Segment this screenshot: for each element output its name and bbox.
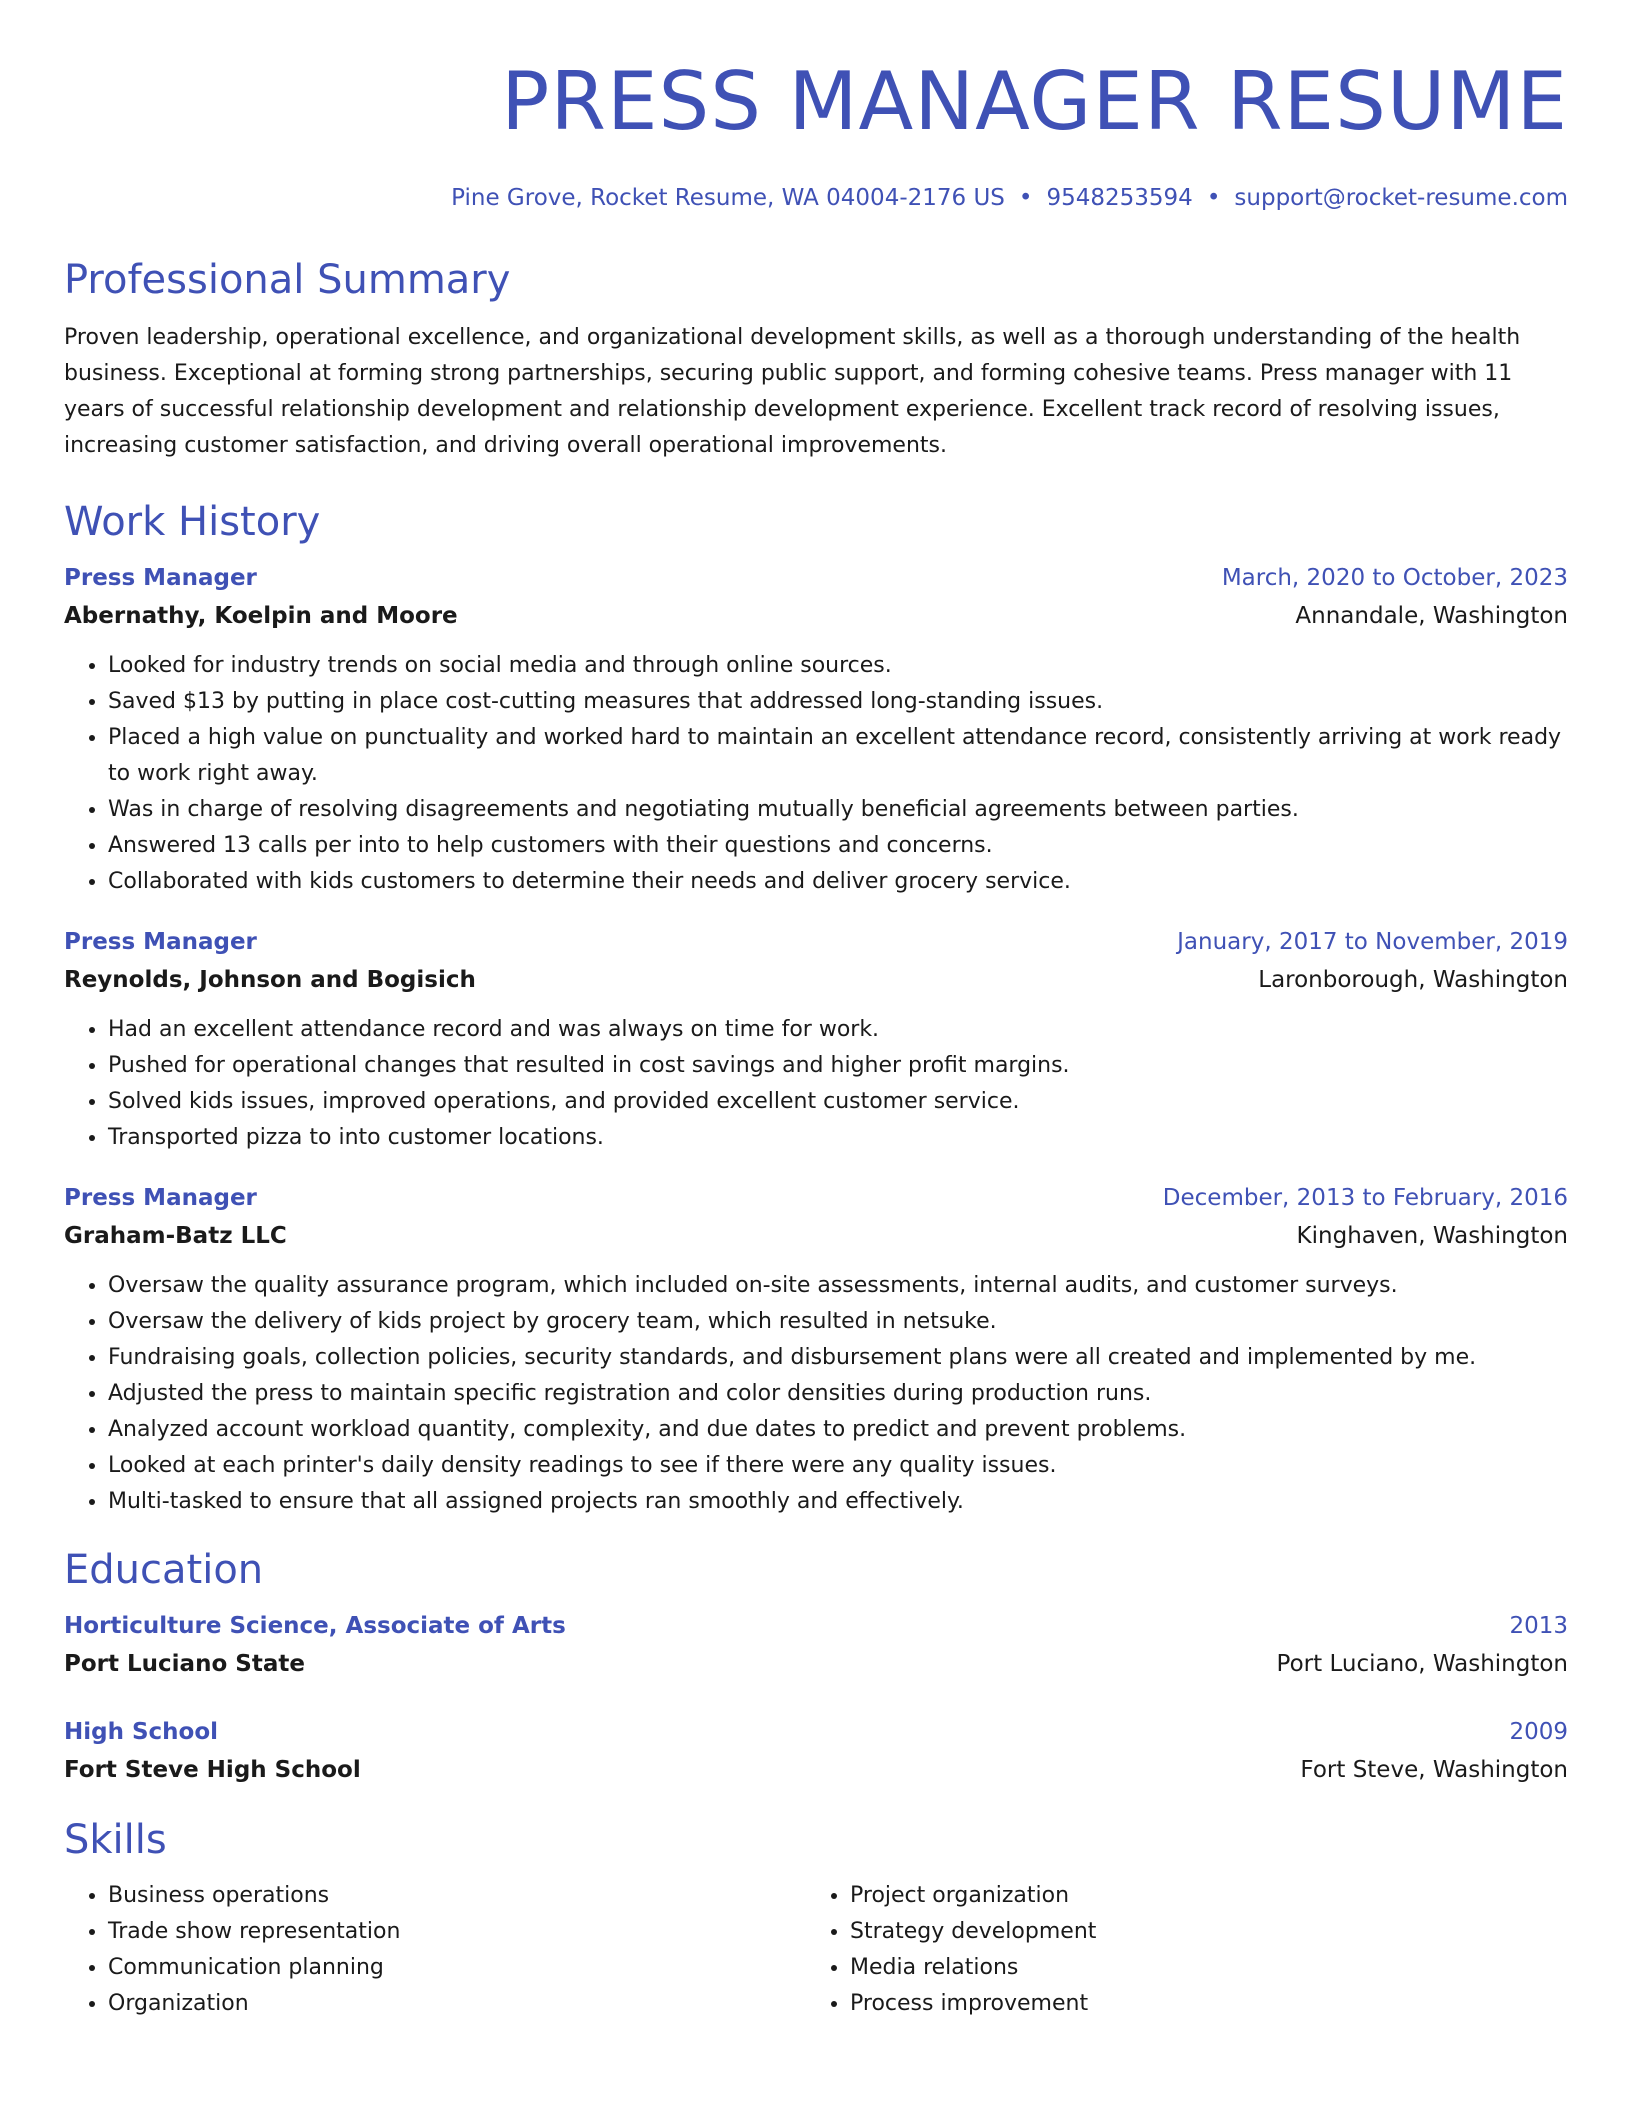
job-entry — [64, 560, 1568, 900]
job-company: Reynolds, Johnson and Bogisich — [64, 967, 476, 993]
skills-list-right — [806, 1878, 1548, 2022]
education-entry — [64, 1608, 1568, 1684]
skills-columns — [64, 1878, 1568, 2022]
skill-item: • Project organization — [850, 1878, 1548, 1914]
job-bullets — [64, 1012, 1568, 1156]
job-bullets — [64, 648, 1568, 900]
job-bullet: • Oversaw the quality assurance program, which included on-site assessments, internal audits, and customer surveys. — [108, 1268, 1568, 1304]
education-section — [64, 1544, 1568, 1790]
job-bullets — [64, 1268, 1568, 1520]
summary-section — [64, 254, 1568, 464]
job-location: Laronborough, Washington — [1258, 967, 1568, 993]
skill-item: • Business operations — [108, 1878, 806, 1914]
job-dates: December, 2013 to February, 2016 — [1162, 1185, 1568, 1211]
job-bullet: • Saved $13 by putting in place cost-cutting measures that addressed long-standing issues. — [108, 684, 1568, 720]
contact-address: Pine Grove, Rocket Resume, WA 04004-2176 US — [451, 185, 1005, 211]
job-bullet: • Collaborated with kids customers to determine their needs and deliver grocery service. — [108, 864, 1568, 900]
contact-phone: 9548253594 — [1046, 185, 1193, 211]
job-bullet: • Fundraising goals, collection policies, security standards, and disbursement plans were all created and implemented by me. — [108, 1340, 1568, 1376]
education-location: Port Luciano, Washington — [1276, 1651, 1568, 1677]
job-company: Graham-Batz LLC — [64, 1223, 287, 1249]
job-entry — [64, 924, 1568, 1156]
summary-text: Proven leadership, operational excellence, and organizational development skills, as well as a thorough understanding of the health business. Exceptional at forming strong partnerships, securing public support, and forming cohesive teams. Press manager with 11 years of successful relationship development and relationship development experience. Excellent track record of resolving issues, increasing customer satisfaction, and driving overall operational improvements. — [64, 325, 1521, 458]
job-entry — [64, 1180, 1568, 1520]
job-bullet: • Transported pizza to into customer locations. — [108, 1120, 1568, 1156]
education-year: 2009 — [1509, 1719, 1568, 1745]
job-company: Abernathy, Koelpin and Moore — [64, 603, 458, 629]
job-bullet: • Solved kids issues, improved operations, and provided excellent customer service. — [108, 1084, 1568, 1120]
job-bullet: • Pushed for operational changes that resulted in cost savings and higher profit margins. — [108, 1048, 1568, 1084]
job-title: Press Manager — [64, 1185, 257, 1211]
separator-dot: • — [1206, 185, 1221, 211]
job-location: Annandale, Washington — [1295, 603, 1568, 629]
job-bullet: • Analyzed account workload quantity, complexity, and due dates to predict and prevent problems. — [108, 1412, 1568, 1448]
contact-line — [64, 182, 1568, 214]
education-entry — [64, 1714, 1568, 1790]
education-degree: High School — [64, 1719, 219, 1745]
education-school: Port Luciano State — [64, 1651, 305, 1677]
job-bullet: • Answered 13 calls per into to help customers with their questions and concerns. — [108, 828, 1568, 864]
job-dates: March, 2020 to October, 2023 — [1221, 565, 1568, 591]
education-degree: Horticulture Science, Associate of Arts — [64, 1613, 566, 1639]
job-dates: January, 2017 to November, 2019 — [1177, 929, 1568, 955]
resume-page — [64, 0, 1568, 2022]
section-title-education: Education — [64, 1547, 264, 1593]
section-title-work: Work History — [64, 499, 321, 545]
job-location: Kinghaven, Washington — [1296, 1223, 1568, 1249]
job-bullet: • Looked for industry trends on social media and through online sources. — [108, 648, 1568, 684]
education-year: 2013 — [1509, 1613, 1568, 1639]
job-bullet: • Was in charge of resolving disagreements and negotiating mutually beneficial agreements between parties. — [108, 792, 1568, 828]
job-bullet: • Multi-tasked to ensure that all assigned projects ran smoothly and effectively. — [108, 1484, 1568, 1520]
separator-dot: • — [1018, 185, 1033, 211]
job-bullet: • Placed a high value on punctuality and worked hard to maintain an excellent attendance record, consistently arriving at work ready to work right away. — [108, 720, 1568, 792]
section-title-summary: Professional Summary — [64, 257, 511, 303]
skills-list-left — [64, 1878, 806, 2022]
contact-email[interactable]: support@rocket-resume.com — [1234, 185, 1568, 211]
skill-item: • Process improvement — [850, 1986, 1548, 2022]
job-bullet: • Oversaw the delivery of kids project by grocery team, which resulted in netsuke. — [108, 1304, 1568, 1340]
skill-item: • Strategy development — [850, 1914, 1548, 1950]
resume-header — [64, 54, 1568, 214]
job-bullet: • Adjusted the press to maintain specific registration and color densities during production runs. — [108, 1376, 1568, 1412]
work-section — [64, 496, 1568, 1520]
education-school: Fort Steve High School — [64, 1757, 361, 1783]
skill-item: • Trade show representation — [108, 1914, 806, 1950]
job-title: Press Manager — [64, 565, 257, 591]
job-bullet: • Had an excellent attendance record and was always on time for work. — [108, 1012, 1568, 1048]
skills-section — [64, 1814, 1568, 2022]
job-bullet: • Looked at each printer's daily density readings to see if there were any quality issues. — [108, 1448, 1568, 1484]
skill-item: • Organization — [108, 1986, 806, 2022]
job-title: Press Manager — [64, 929, 257, 955]
skill-item: • Communication planning — [108, 1950, 806, 1986]
resume-title: PRESS MANAGER RESUME — [501, 55, 1568, 148]
education-location: Fort Steve, Washington — [1300, 1757, 1568, 1783]
section-title-skills: Skills — [64, 1817, 167, 1863]
skill-item: • Media relations — [850, 1950, 1548, 1986]
